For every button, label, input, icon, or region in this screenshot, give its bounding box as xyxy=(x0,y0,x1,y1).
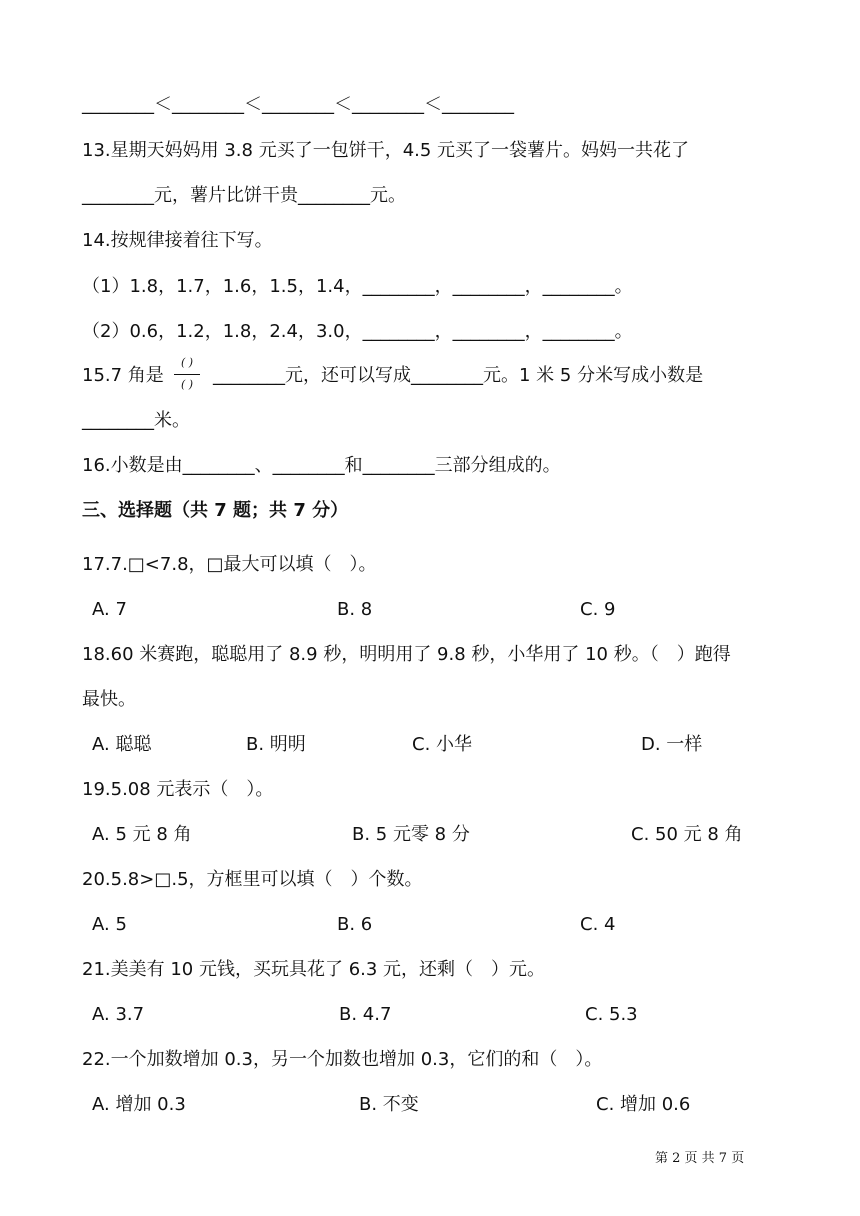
q17-option-b[interactable]: B. 8 xyxy=(337,599,373,620)
q20-option-a[interactable]: A. 5 xyxy=(92,914,127,935)
q18-option-d[interactable]: D. 一样 xyxy=(641,734,703,755)
question-18-line-2: 最快。 xyxy=(82,689,136,710)
question-14: 14.按规律接着往下写。 xyxy=(82,230,273,251)
q22-option-c[interactable]: C. 增加 0.6 xyxy=(596,1094,691,1115)
q20-option-b[interactable]: B. 6 xyxy=(337,914,373,935)
q21-option-c[interactable]: C. 5.3 xyxy=(585,1004,638,1025)
q21-option-b[interactable]: B. 4.7 xyxy=(339,1004,392,1025)
section-3-heading: 三、选择题（共 7 题；共 7 分） xyxy=(82,500,349,521)
question-19: 19.5.08 元表示（ ）。 xyxy=(82,779,274,800)
q19-option-a[interactable]: A. 5 元 8 角 xyxy=(92,824,192,845)
q19-option-b[interactable]: B. 5 元零 8 分 xyxy=(352,824,470,845)
q18-option-b[interactable]: B. 明明 xyxy=(246,734,306,755)
question-22: 22.一个加数增加 0.3，另一个加数也增加 0.3，它们的和（ ）。 xyxy=(82,1049,603,1070)
q18-option-c[interactable]: C. 小华 xyxy=(412,734,473,755)
question-15-line-2: ________米。 xyxy=(82,410,190,431)
fraction-bar xyxy=(174,374,200,375)
question-13-line-1: 13.星期天妈妈用 3.8 元买了一包饼干，4.5 元买了一袋薯片。妈妈一共花了 xyxy=(82,140,690,161)
q17-option-c[interactable]: C. 9 xyxy=(580,599,616,620)
question-21: 21.美美有 10 元钱，买玩具花了 6.3 元，还剩（ ）元。 xyxy=(82,959,546,980)
page-footer: 第 2 页 共 7 页 xyxy=(655,1151,745,1166)
question-16: 16.小数是由________、________和________三部分组成的。 xyxy=(82,455,561,476)
q19-option-c[interactable]: C. 50 元 8 角 xyxy=(631,824,743,845)
q22-option-b[interactable]: B. 不变 xyxy=(359,1094,419,1115)
question-20: 20.5.8>□.5，方框里可以填（ ）个数。 xyxy=(82,869,423,890)
q18-option-a[interactable]: A. 聪聪 xyxy=(92,734,152,755)
fraction-denominator: ( ) xyxy=(180,378,194,391)
fraction-numerator: ( ) xyxy=(180,356,194,369)
question-15-suffix: ________元，还可以写成________元。1 米 5 分米写成小数是 xyxy=(213,365,704,386)
q20-option-c[interactable]: C. 4 xyxy=(580,914,616,935)
question-17: 17.7.□<7.8，□最大可以填（ ）。 xyxy=(82,554,377,575)
comparison-chain: ________＜________＜________＜________＜________ xyxy=(82,94,514,115)
q22-option-a[interactable]: A. 增加 0.3 xyxy=(92,1094,186,1115)
fraction-blank xyxy=(172,357,202,393)
question-15-prefix: 15.7 角是 xyxy=(82,365,164,386)
question-18-line-1: 18.60 米赛跑，聪聪用了 8.9 秒，明明用了 9.8 秒，小华用了 10 秒。（ ）跑得 xyxy=(82,644,731,665)
q17-option-a[interactable]: A. 7 xyxy=(92,599,127,620)
question-14-part-2: （2）0.6，1.2，1.8，2.4，3.0，________，________，________。 xyxy=(82,321,633,342)
question-14-part-1: （1）1.8，1.7，1.6，1.5，1.4，________，________，________。 xyxy=(82,276,633,297)
q21-option-a[interactable]: A. 3.7 xyxy=(92,1004,145,1025)
question-13-line-2: ________元，薯片比饼干贵________元。 xyxy=(82,185,406,206)
